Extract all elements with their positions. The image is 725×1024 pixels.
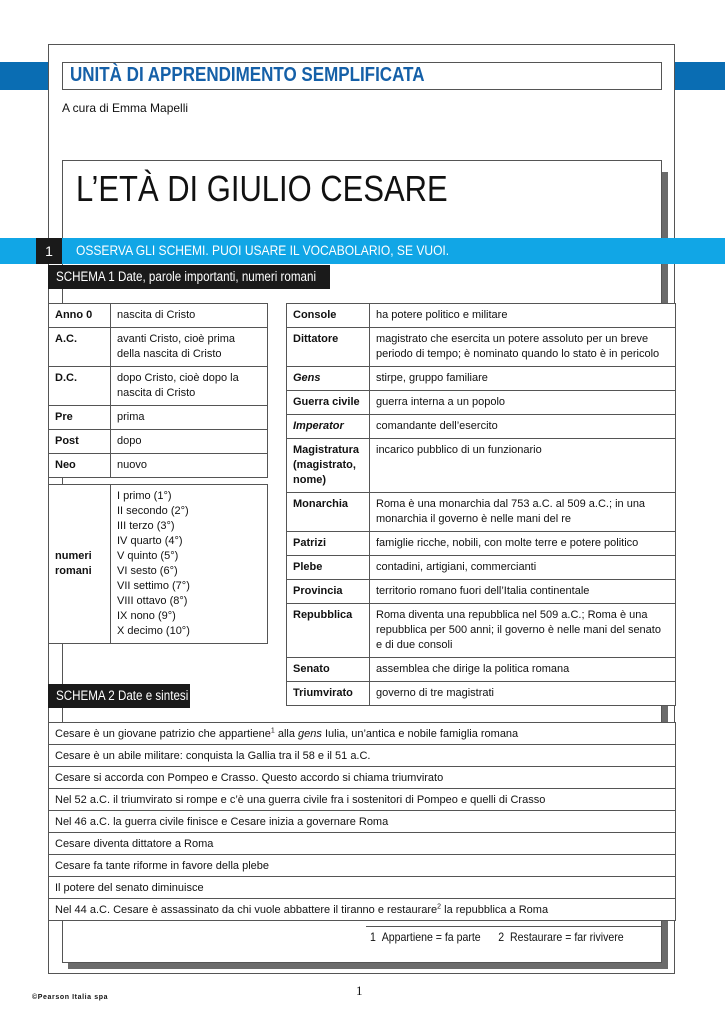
definition-cell: ha potere politico e militare [370, 304, 676, 328]
words-table [286, 303, 676, 706]
definition-cell: prima [111, 406, 268, 430]
footnote-2: Restaurare = far rivivere [510, 930, 624, 944]
synthesis-row: Cesare è un abile militare: conquista la Gallia tra il 58 e il 51 a.C. [49, 745, 676, 767]
term-cell: Imperator [287, 415, 370, 439]
roman-numeral: X decimo (10°) [117, 625, 190, 637]
definition-cell: nuovo [111, 454, 268, 478]
copyright: ©Pearson Italia spa [32, 994, 109, 1001]
definition-cell: avanti Cristo, cioè prima della nascita di Cristo [111, 328, 268, 367]
schema2-label [48, 684, 190, 708]
synthesis-table [48, 722, 676, 921]
term-cell: Gens [287, 367, 370, 391]
exercise-instruction: OSSERVA GLI SCHEMI. PUOI USARE IL VOCABOLARIO, SE VUOI. [76, 242, 450, 258]
table-row [49, 406, 268, 430]
table-row [287, 532, 676, 556]
table-row [49, 833, 676, 855]
definition-cell: nascita di Cristo [111, 304, 268, 328]
table-row [49, 485, 268, 644]
table-row [287, 415, 676, 439]
table-row [49, 877, 676, 899]
roman-numeral: V quinto (5°) [117, 550, 179, 562]
frame-shadow-bottom [68, 963, 668, 969]
term-cell: A.C. [49, 328, 111, 367]
table-row [49, 767, 676, 789]
exercise-number: 1 [36, 238, 62, 264]
footnote-1: Appartiene = fa parte [381, 930, 481, 944]
table-row [287, 439, 676, 493]
table-row [287, 493, 676, 532]
roman-term: numeri romani [49, 485, 111, 644]
definition-cell: dopo [111, 430, 268, 454]
synthesis-row: Cesare diventa dittatore a Roma [49, 833, 676, 855]
definition-cell: comandante dell’esercito [370, 415, 676, 439]
page-number: 1 [356, 983, 363, 998]
definition-cell: contadini, artigiani, commercianti [370, 556, 676, 580]
synthesis-row: Nel 52 a.C. il triumvirato si rompe e c’è una guerra civile fra i sostenitori di Pompeo e quelli di Crasso [49, 789, 676, 811]
term-cell: Monarchia [287, 493, 370, 532]
table-row [287, 580, 676, 604]
header-band-left [0, 62, 48, 90]
term-cell: Dittatore [287, 328, 370, 367]
synthesis-row: Cesare fa tante riforme in favore della plebe [49, 855, 676, 877]
table-row [49, 745, 676, 767]
roman-numeral: VI sesto (6°) [117, 565, 178, 577]
roman-numeral: IX nono (9°) [117, 610, 176, 622]
term-cell: Patrizi [287, 532, 370, 556]
table-row [287, 391, 676, 415]
definition-cell: guerra interna a un popolo [370, 391, 676, 415]
table-row [49, 855, 676, 877]
term-cell: D.C. [49, 367, 111, 406]
author-line: A cura di Emma Mapelli [62, 101, 189, 115]
roman-numeral: VIII ottavo (8°) [117, 595, 188, 607]
term-cell: Plebe [287, 556, 370, 580]
table-row [287, 556, 676, 580]
table-row [49, 789, 676, 811]
table-row [287, 682, 676, 706]
term-cell: Magistratura (magistrato, nome) [287, 439, 370, 493]
synthesis-row: Nel 44 a.C. Cesare è assassinato da chi vuole abbattere il tiranno e restaurare$^2$ la repubblica a Roma [49, 899, 676, 921]
schema2-label-text: SCHEMA 2 Date e sintesi [56, 688, 189, 703]
table-row [49, 304, 268, 328]
definition-cell: assemblea che dirige la politica romana [370, 658, 676, 682]
term-cell: Pre [49, 406, 111, 430]
roman-numerals-table [48, 484, 268, 644]
table-row [49, 328, 268, 367]
unit-title: UNITÀ DI APPRENDIMENTO SEMPLIFICATA [70, 64, 425, 86]
table-row [287, 604, 676, 658]
term-cell: Provincia [287, 580, 370, 604]
table-row [287, 367, 676, 391]
table-row [49, 811, 676, 833]
synthesis-row: Cesare è un giovane patrizio che appartiene$^1$ alla gens Iulia, un’antica e nobile famiglia romana [49, 723, 676, 745]
header-band-right [675, 62, 725, 90]
synthesis-row: Cesare si accorda con Pompeo e Crasso. Questo accordo si chiama triumvirato [49, 767, 676, 789]
definition-cell: governo di tre magistrati [370, 682, 676, 706]
roman-numeral: I primo (1°) [117, 490, 172, 502]
definition-cell: Roma è una monarchia dal 753 a.C. al 509 a.C.; in una monarchia il governo è nelle mani del re [370, 493, 676, 532]
table-row [49, 899, 676, 921]
term-cell: Senato [287, 658, 370, 682]
table-row [49, 430, 268, 454]
definition-cell: incarico pubblico di un funzionario [370, 439, 676, 493]
table-row [49, 454, 268, 478]
definition-cell: dopo Cristo, cioè dopo la nascita di Cristo [111, 367, 268, 406]
table-row [49, 723, 676, 745]
definition-cell: territorio romano fuori dell’Italia continentale [370, 580, 676, 604]
roman-numeral: II secondo (2°) [117, 505, 189, 517]
synthesis-row: Nel 46 a.C. la guerra civile finisce e Cesare inizia a governare Roma [49, 811, 676, 833]
table-row [287, 328, 676, 367]
term-cell: Post [49, 430, 111, 454]
schema1-label [48, 265, 330, 289]
roman-values [111, 485, 268, 644]
roman-numeral: VII settimo (7°) [117, 580, 190, 592]
page-title: L’ETÀ DI GIULIO CESARE [76, 168, 448, 209]
definition-cell: stirpe, gruppo familiare [370, 367, 676, 391]
definition-cell: Roma diventa una repubblica nel 509 a.C.; Roma è una repubblica per 500 anni; il governo è nelle mani del senato e di due consoli [370, 604, 676, 658]
roman-numeral: IV quarto (4°) [117, 535, 183, 547]
table-row [287, 658, 676, 682]
term-cell: Neo [49, 454, 111, 478]
roman-numeral: III terzo (3°) [117, 520, 175, 532]
dates-table [48, 303, 268, 478]
term-cell: Console [287, 304, 370, 328]
term-cell: Anno 0 [49, 304, 111, 328]
footnotes: 1 Appartiene = fa parte 2 Restaurare = far rivivere [370, 930, 624, 944]
footnote-rule [366, 926, 662, 927]
schema1-label-text: SCHEMA 1 Date, parole importanti, numeri romani [56, 269, 317, 284]
definition-cell: magistrato che esercita un potere assoluto per un breve periodo di tempo; è nominato quando lo stato è in pericolo [370, 328, 676, 367]
table-row [49, 367, 268, 406]
table-row [287, 304, 676, 328]
term-cell: Repubblica [287, 604, 370, 658]
definition-cell: famiglie ricche, nobili, con molte terre e potere politico [370, 532, 676, 556]
term-cell: Guerra civile [287, 391, 370, 415]
synthesis-row: Il potere del senato diminuisce [49, 877, 676, 899]
term-cell: Triumvirato [287, 682, 370, 706]
